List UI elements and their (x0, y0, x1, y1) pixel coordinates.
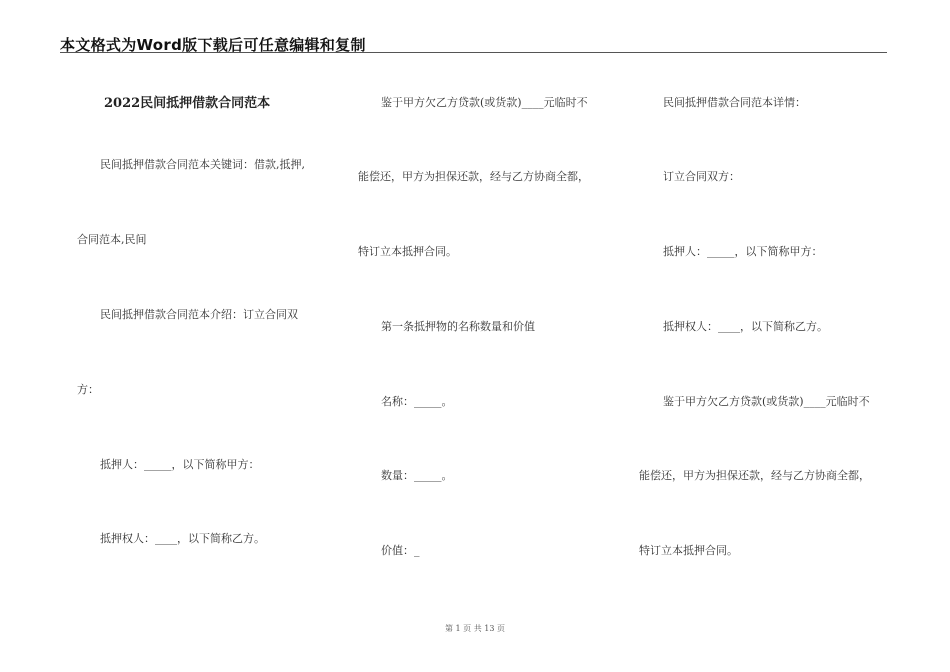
text-line: 订立合同双方： (663, 170, 740, 183)
text-line: 民间抵押借款合同范本介绍：订立合同双 (100, 308, 298, 321)
text-line: 鉴于甲方欠乙方贷款(或货款)____元临时不 (663, 395, 870, 408)
text-line: 价值：_ (381, 544, 420, 557)
text-line: 方： (77, 383, 99, 396)
text-line: 特订立本抵押合同。 (639, 544, 738, 557)
text-line: 民间抵押借款合同范本详情： (663, 96, 806, 109)
text-line: 能偿还，甲方为担保还款，经与乙方协商全都， (358, 170, 589, 183)
page-number: 第 1 页 共 13 页 (445, 624, 505, 633)
text-line: 鉴于甲方欠乙方贷款(或货款)____元临时不 (381, 96, 588, 109)
document-header: 本文格式为Word版下载后可任意编辑和复制 (60, 36, 366, 54)
text-line: 能偿还，甲方为担保还款，经与乙方协商全都， (639, 469, 870, 482)
document-title: 2022民间抵押借款合同范本 (104, 96, 271, 111)
text-line: 民间抵押借款合同范本关键词：借款,抵押, (100, 158, 305, 171)
text-line: 名称：_____。 (381, 395, 453, 408)
text-line: 抵押人：_____，以下简称甲方： (663, 245, 823, 258)
text-line: 合同范本,民间 (77, 233, 147, 246)
text-line: 抵押权人：____，以下简称乙方。 (100, 532, 265, 545)
text-line: 第一条抵押物的名称数量和价值 (381, 320, 535, 333)
text-line: 抵押人：_____，以下简称甲方： (100, 458, 260, 471)
text-line: 数量：_____。 (381, 469, 453, 482)
text-line: 特订立本抵押合同。 (358, 245, 457, 258)
text-line: 抵押权人：____，以下简称乙方。 (663, 320, 828, 333)
header-divider (60, 52, 887, 53)
